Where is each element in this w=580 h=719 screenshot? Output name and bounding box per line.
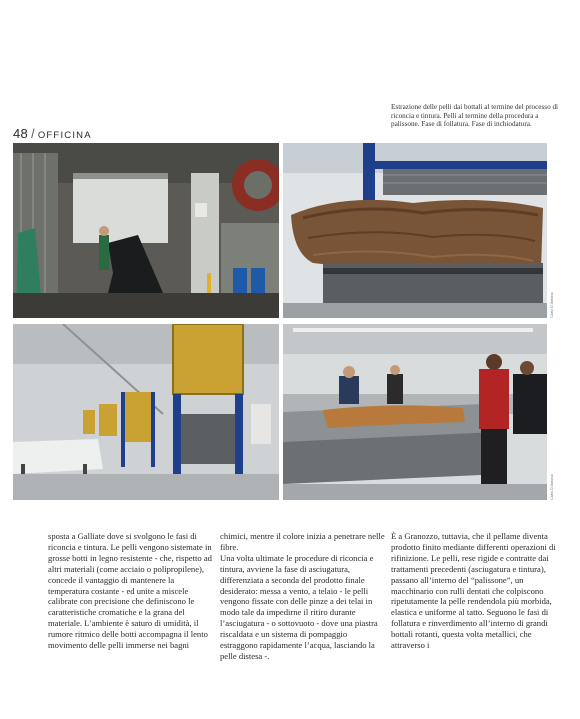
text-column-2 (220, 531, 386, 662)
body-paragraph: chimici, mentre il colore inizia a penetrare nelle fibre. (220, 531, 385, 552)
photo-caption: Estrazione delle pelli dai bottali al termine del processo di riconcia e tintura. Pelli al termine della procedura a palissone. Fase di follatura. Fase di inchiodatura. (391, 103, 559, 129)
body-paragraph: sposta a Galliate dove si svolgono le fasi di riconcia e tintura. Le pelli vengono sistemate in grosse botti in legno resistente - che, rispetto ad altri materiali (come acciaio o polipropilene), concede il vantaggio di mantenere la temperatura costante - ed unite a miscele calibrate con precisione che definiscono le caratteristiche cromatiche e la grana del materiale. L’ambiente è saturo di umidità, il rumore ritmico delle botti accompagna il lento movimento delle pelli immerse nei bagni (48, 531, 212, 651)
body-paragraph: È a Granozzo, tuttavia, che il pellame diventa prodotto finito mediante differenti operazioni di rifinizione. Le pelli, rese rigide e contratte dai trattamenti precedenti (asciugatura e tintura), passano all’interno del “palissone”, un macchinario con rulli dentati che colpiscono ripetutamente la pelle rendendola più morbida, elastica e uniforme al tatto. Seguono le fasi di follatura e rinverdimento all’interno di grandi bottali rotanti, questa volta metallici, che attraverso i (391, 531, 556, 651)
photo-tannery-drums (13, 143, 279, 318)
photo-credit: Carlo D'Antona (550, 474, 554, 500)
text-column-1 (48, 531, 214, 651)
page-number: 48 (13, 126, 29, 141)
photo-credit: Carlo D'Antona (550, 292, 554, 318)
text-column-3 (391, 531, 557, 651)
page-header (13, 126, 92, 141)
photo-drying-machines (13, 324, 279, 500)
header-separator: / (31, 127, 35, 141)
body-paragraph: Una volta ultimate le procedure di riconcia e tintura, avviene la fase di asciugatura, differenziata a seconda del prodotto finale desiderato: messa a vento, a telaio - le pelli vengono fissate con delle pinze a dei telai in modo tale da impedirne il ritiro durante l’asciugatura - o sottovuoto - dove una piastra riscaldata e un sistema di pompaggio estraggono rapidamente l’acqua, lasciando la pelle distesa -. (220, 552, 378, 661)
photo-workers-table (283, 324, 547, 500)
photo-leather-hides (283, 143, 547, 318)
section-title: OFFICINA (37, 130, 92, 141)
